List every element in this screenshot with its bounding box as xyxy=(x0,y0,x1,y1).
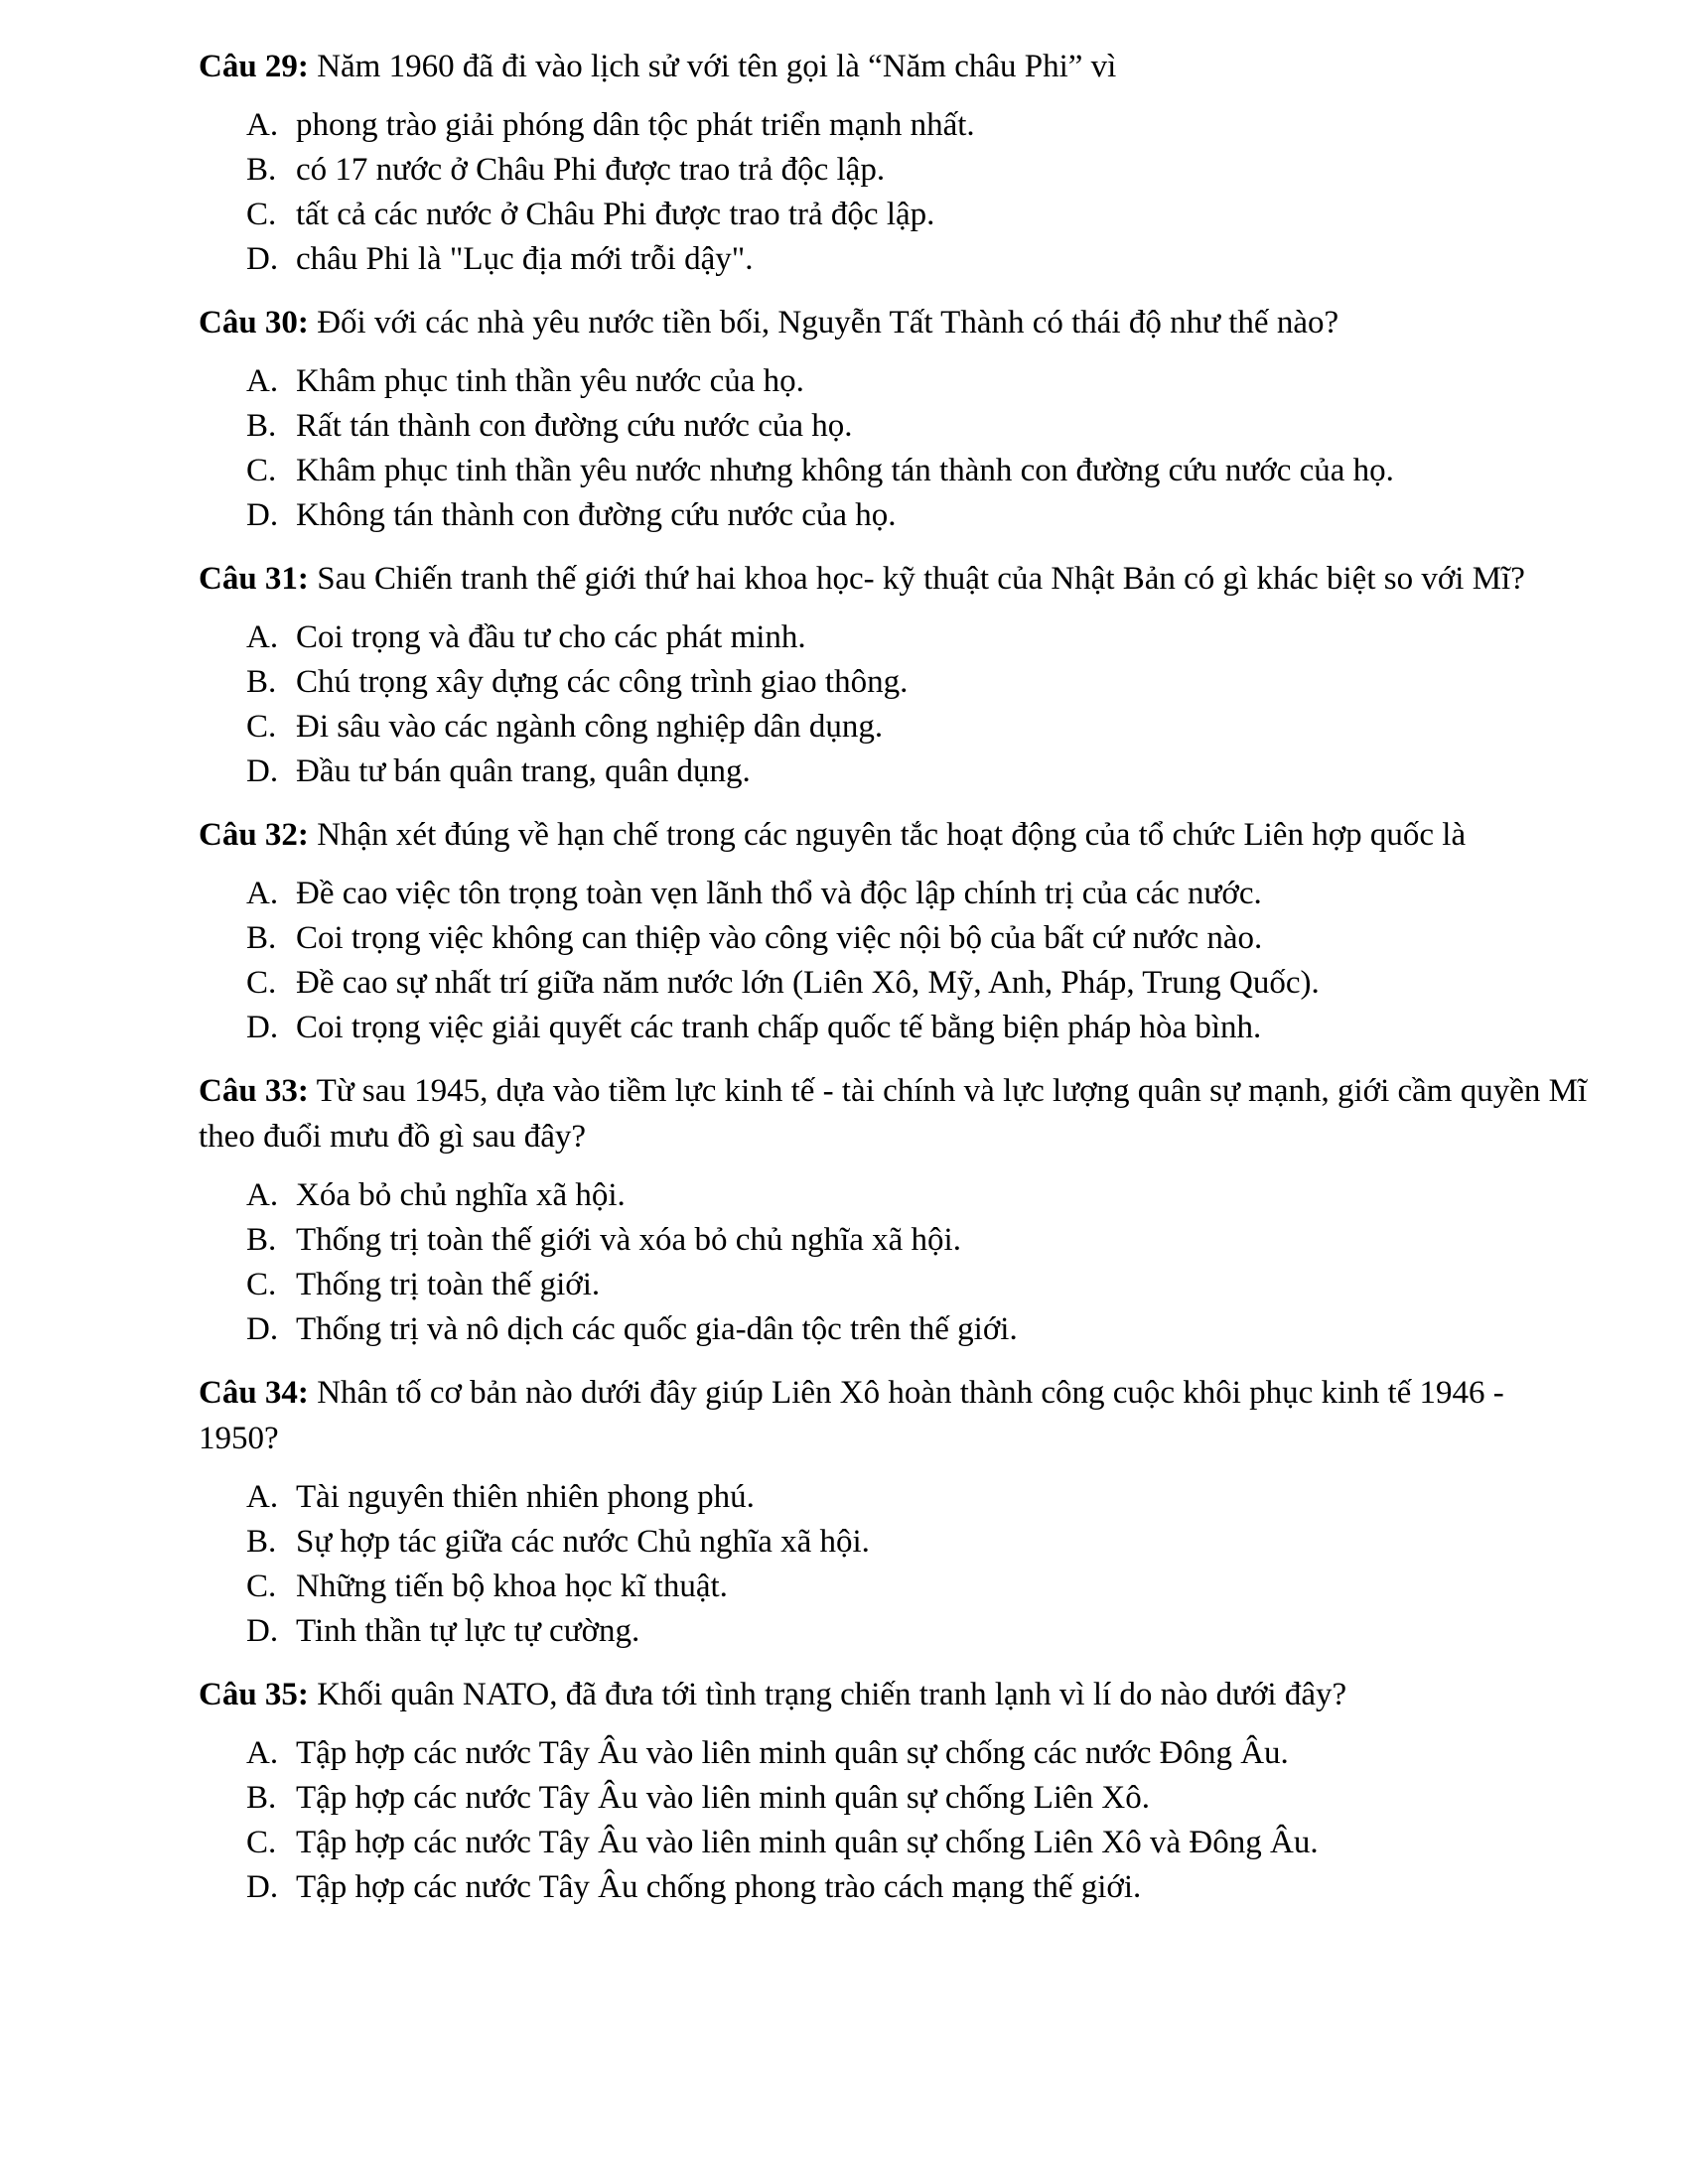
answer-options xyxy=(199,359,1589,538)
answer-option-a xyxy=(246,872,1589,916)
question-label: Câu 30: xyxy=(199,305,309,341)
question-30 xyxy=(199,300,1589,538)
question-34 xyxy=(199,1370,1589,1654)
option-text: Tập hợp các nước Tây Âu vào liên minh quân sự chống Liên Xô và Đông Âu. xyxy=(296,1825,1319,1860)
answer-option-c xyxy=(246,193,1589,237)
option-text: phong trào giải phóng dân tộc phát triển mạnh nhất. xyxy=(296,107,975,143)
option-text: Chú trọng xây dựng các công trình giao thông. xyxy=(296,664,909,700)
question-label: Câu 31: xyxy=(199,561,309,597)
question-body: Đối với các nhà yêu nước tiền bối, Nguyễn Tất Thành có thái độ như thế nào? xyxy=(308,305,1339,341)
option-letter: A. xyxy=(246,619,279,655)
option-letter: A. xyxy=(246,1177,279,1213)
answer-option-c xyxy=(246,705,1589,750)
option-text: Tài nguyên thiên nhiên phong phú. xyxy=(296,1479,755,1515)
question-text xyxy=(199,1068,1589,1160)
question-body: Nhận xét đúng về hạn chế trong các nguyên tắc hoạt động của tổ chức Liên hợp quốc là xyxy=(308,817,1467,853)
answer-option-b xyxy=(246,660,1589,705)
answer-option-b xyxy=(246,404,1589,449)
option-letter: B. xyxy=(246,1780,277,1816)
option-text: Đề cao sự nhất trí giữa năm nước lớn (Liên Xô, Mỹ, Anh, Pháp, Trung Quốc). xyxy=(296,965,1320,1001)
option-text: Thống trị và nô dịch các quốc gia-dân tộc trên thế giới. xyxy=(296,1311,1018,1347)
option-text: Coi trọng việc không can thiệp vào công việc nội bộ của bất cứ nước nào. xyxy=(296,920,1263,956)
question-35 xyxy=(199,1672,1589,1910)
option-text: Coi trọng việc giải quyết các tranh chấp quốc tế bằng biện pháp hòa bình. xyxy=(296,1010,1262,1045)
answer-option-c xyxy=(246,1821,1589,1865)
answer-option-c xyxy=(246,1565,1589,1609)
option-letter: B. xyxy=(246,664,277,700)
option-letter: C. xyxy=(246,709,277,745)
answer-option-a xyxy=(246,1475,1589,1520)
option-text: Xóa bỏ chủ nghĩa xã hội. xyxy=(296,1177,626,1213)
option-letter: C. xyxy=(246,1825,277,1860)
question-text xyxy=(199,1370,1589,1461)
option-letter: D. xyxy=(246,1869,279,1905)
option-text: Khâm phục tinh thần yêu nước của họ. xyxy=(296,363,804,399)
answer-option-b xyxy=(246,1520,1589,1565)
question-label: Câu 35: xyxy=(199,1677,309,1712)
answer-options xyxy=(199,1731,1589,1910)
option-letter: A. xyxy=(246,107,279,143)
answer-option-b xyxy=(246,916,1589,961)
question-text xyxy=(199,300,1589,345)
option-letter: D. xyxy=(246,753,279,789)
option-letter: D. xyxy=(246,1010,279,1045)
option-letter: C. xyxy=(246,1569,277,1604)
answer-options xyxy=(199,1475,1589,1654)
answer-option-a xyxy=(246,1731,1589,1776)
option-letter: D. xyxy=(246,497,279,533)
option-letter: B. xyxy=(246,1524,277,1560)
answer-option-a xyxy=(246,359,1589,404)
question-32 xyxy=(199,812,1589,1050)
question-31 xyxy=(199,556,1589,794)
option-letter: C. xyxy=(246,965,277,1001)
option-letter: D. xyxy=(246,241,279,277)
option-letter: B. xyxy=(246,152,277,188)
answer-option-b xyxy=(246,1776,1589,1821)
option-text: Đi sâu vào các ngành công nghiệp dân dụng. xyxy=(296,709,884,745)
option-text: Sự hợp tác giữa các nước Chủ nghĩa xã hội. xyxy=(296,1524,870,1560)
option-letter: D. xyxy=(246,1613,279,1649)
option-letter: C. xyxy=(246,453,277,488)
question-text xyxy=(199,44,1589,89)
option-letter: A. xyxy=(246,1735,279,1771)
answer-option-b xyxy=(246,1218,1589,1263)
question-33 xyxy=(199,1068,1589,1352)
option-letter: A. xyxy=(246,1479,279,1515)
answer-options xyxy=(199,1173,1589,1352)
answer-option-c xyxy=(246,1263,1589,1307)
option-letter: C. xyxy=(246,197,277,232)
option-letter: D. xyxy=(246,1311,279,1347)
question-text xyxy=(199,812,1589,858)
answer-option-d xyxy=(246,1609,1589,1654)
question-body: Sau Chiến tranh thế giới thứ hai khoa học- kỹ thuật của Nhật Bản có gì khác biệt so với Mĩ? xyxy=(308,561,1525,597)
answer-option-d xyxy=(246,750,1589,794)
option-text: có 17 nước ở Châu Phi được trao trả độc lập. xyxy=(296,152,886,188)
answer-option-d xyxy=(246,1865,1589,1910)
answer-option-d xyxy=(246,1006,1589,1050)
option-letter: C. xyxy=(246,1267,277,1302)
option-text: Khâm phục tinh thần yêu nước nhưng không tán thành con đường cứu nước của họ. xyxy=(296,453,1394,488)
answer-option-d xyxy=(246,493,1589,538)
option-letter: B. xyxy=(246,920,277,956)
answer-options xyxy=(199,615,1589,794)
answer-option-d xyxy=(246,237,1589,282)
option-text: Thống trị toàn thế giới và xóa bỏ chủ nghĩa xã hội. xyxy=(296,1222,961,1258)
option-letter: A. xyxy=(246,876,279,911)
question-29 xyxy=(199,44,1589,282)
option-text: Tập hợp các nước Tây Âu vào liên minh quân sự chống các nước Đông Âu. xyxy=(296,1735,1289,1771)
question-body: Nhân tố cơ bản nào dưới đây giúp Liên Xô hoàn thành công cuộc khôi phục kinh tế 1946 - 1950? xyxy=(199,1375,1504,1456)
option-letter: B. xyxy=(246,408,277,444)
answer-option-a xyxy=(246,1173,1589,1218)
question-label: Câu 34: xyxy=(199,1375,309,1411)
option-letter: A. xyxy=(246,363,279,399)
option-letter: B. xyxy=(246,1222,277,1258)
option-text: Đầu tư bán quân trang, quân dụng. xyxy=(296,753,751,789)
option-text: Tập hợp các nước Tây Âu vào liên minh quân sự chống Liên Xô. xyxy=(296,1780,1151,1816)
question-label: Câu 29: xyxy=(199,49,309,84)
answer-options xyxy=(199,103,1589,282)
answer-option-b xyxy=(246,148,1589,193)
option-text: Những tiến bộ khoa học kĩ thuật. xyxy=(296,1569,728,1604)
answer-option-a xyxy=(246,103,1589,148)
answer-options xyxy=(199,872,1589,1050)
answer-option-d xyxy=(246,1307,1589,1352)
option-text: Coi trọng và đầu tư cho các phát minh. xyxy=(296,619,806,655)
option-text: Đề cao việc tôn trọng toàn vẹn lãnh thổ và độc lập chính trị của các nước. xyxy=(296,876,1262,911)
option-text: châu Phi là "Lục địa mới trỗi dậy". xyxy=(296,241,754,277)
option-text: Tập hợp các nước Tây Âu chống phong trào cách mạng thế giới. xyxy=(296,1869,1142,1905)
option-text: Tinh thần tự lực tự cường. xyxy=(296,1613,640,1649)
answer-option-c xyxy=(246,961,1589,1006)
question-body: Khối quân NATO, đã đưa tới tình trạng chiến tranh lạnh vì lí do nào dưới đây? xyxy=(308,1677,1347,1712)
option-text: Rất tán thành con đường cứu nước của họ. xyxy=(296,408,853,444)
question-body: Năm 1960 đã đi vào lịch sử với tên gọi là “Năm châu Phi” vì xyxy=(308,49,1117,84)
answer-option-c xyxy=(246,449,1589,493)
question-label: Câu 32: xyxy=(199,817,309,853)
option-text: Không tán thành con đường cứu nước của họ. xyxy=(296,497,897,533)
question-body: Từ sau 1945, dựa vào tiềm lực kinh tế - tài chính và lực lượng quân sự mạnh, giới cầm quyền Mĩ theo đuổi mưu đồ gì sau đây? xyxy=(199,1073,1588,1155)
question-text xyxy=(199,556,1589,602)
option-text: tất cả các nước ở Châu Phi được trao trả độc lập. xyxy=(296,197,935,232)
question-text xyxy=(199,1672,1589,1717)
option-text: Thống trị toàn thế giới. xyxy=(296,1267,601,1302)
answer-option-a xyxy=(246,615,1589,660)
question-label: Câu 33: xyxy=(199,1073,309,1109)
